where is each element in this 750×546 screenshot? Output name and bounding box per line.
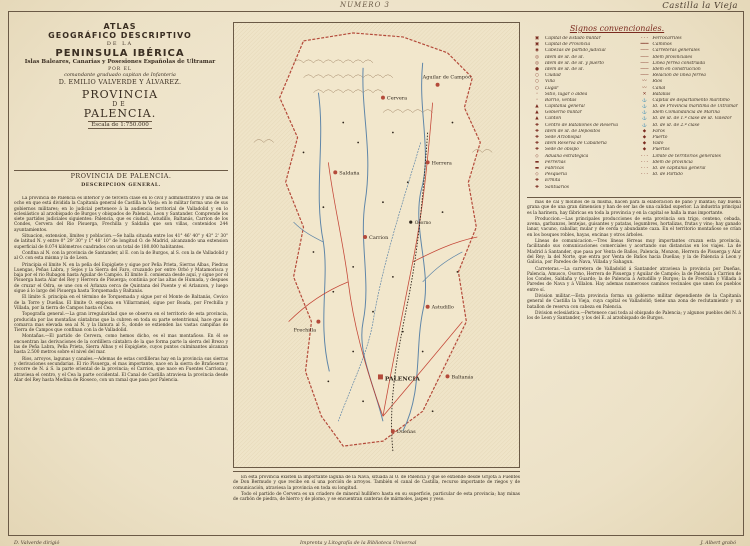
legend-symbol: ───: [640, 73, 649, 79]
atlas-title-line1: ATLAS: [103, 22, 137, 31]
legend-symbol: - · -: [640, 159, 649, 165]
legend-label: Capital de Provincia: [545, 42, 591, 48]
map-scale-text: Escala de 1:750.000: [88, 121, 152, 129]
legend-symbol: ───: [640, 54, 649, 60]
town-palencia: [378, 374, 420, 382]
legend-symbol: ▬: [534, 165, 540, 171]
paragraph: Líneas de comunicacion.—Tres líneas férreas muy importantes cruzan esta provincia, facilitando sus comunicaciones comerciales y acortando sus distancias en los viajes. La de Madrid á Santander, que pasa por Venta de Baños, Palencia, Monzon, Herrera de Pisuerga y Alar del Rey; la del Norte, que entra por Venta de Baños hacia Dueñas; y la de Palencia á Leon y Galicia, por Paredes de Nava, Villada y Sahagun.: [527, 239, 741, 266]
map-scale: [14, 122, 226, 128]
map-drawing: [234, 23, 519, 467]
paragraph: Produccion.—Las principales producciones de esta provincia son trigo, centeno, cebada, avena, garbanzos, lentejas, guisantes y patatas, legumbres, hortalizas, frutas y vino; hay ganado lanar, vacuno, caballar, mular y de cerda y abundante caza. En el territorio montañoso se crían en los bosques robles, hayas, encinas y otros árboles.: [527, 216, 741, 238]
legend-label: Ciudad: [545, 73, 561, 79]
text-column-center: [233, 475, 520, 519]
section-subheading: DESCRIPCION GENERAL.: [81, 182, 161, 188]
legend-symbol: ⚓: [641, 122, 648, 128]
paragraph: El límite S. principia en el término de Torquemada y sigue por el Monte de Baltanás, Cevico de la Torre y Dueñas. El límite O. empieza en Villarramiel, sigue por Boada, por Frechilla y Villada, por la tierra de Campos hasta el Cea.: [14, 295, 228, 311]
legend-label: Puerto: [652, 135, 668, 140]
legend-label: Idem de id. de Depósitos: [545, 128, 601, 134]
svg-text:PALENCIA: PALENCIA: [384, 375, 420, 383]
map-text-divider: [233, 471, 520, 472]
legend-label: Idem Reserva de Caballería: [545, 141, 607, 147]
legend-label: Pesquería: [545, 172, 567, 178]
title-divider: [14, 170, 228, 171]
legend-symbol: ○: [535, 73, 539, 79]
legend-label: Carreteras generales: [652, 48, 700, 54]
legend-symbol: ───: [640, 66, 649, 72]
legend-label: Fábricas: [545, 165, 565, 171]
legend-symbol: ◇: [535, 153, 539, 159]
paragraph: La provincia de Palencia es interior y de tercera clase en lo civil y administrativo y una de las ocho en que está dividida la Capitanía general de Castilla la Vieja: en lo militar forma uno de sus gobiernos militares; en lo judicial pertenece á la audiencia territorial de Valladolid y en lo eclesiástico al arzobispado de Burgos y obispados de Palencia, Leon y Santander. Comprende los siete partidos judiciales siguientes: Palencia, que es ciudad, Astudillo, Baltanás, Carrion de los Condes, Cervera del Rio Pisuerga, Frechilla y Saldaña que son villas, contenidos 244 ayuntamientos.: [14, 196, 228, 233]
legend-label: Centro de Batallones de Reserva: [545, 122, 619, 128]
legend-label: Aduana estratégica: [545, 153, 589, 159]
legend-symbol: ◆: [642, 141, 647, 147]
text-column-right: [527, 200, 741, 518]
paragraph: Carreteras.—La carretera de Valladolid á Santander atraviesa la provincia por Dueñas, Palencia, Amusco, Osorno, Herrera de Pisuerga y Aguilar de Campóo; la de Palencia á Carrion de los Condes, Saldaña y Guardo; la de Palencia á Astudillo y Burgos; la de Frechilla y Villada á Paredes de Nava y á Villalon. Hay ademas numerosos caminos vecinales que unen los pueblos entre sí.: [527, 266, 741, 293]
legend-label: Sitio, lugar o aldea: [545, 91, 588, 97]
credit-left: D. Valverde dirigió: [14, 541, 60, 546]
svg-text:Herrera: Herrera: [431, 160, 452, 167]
paragraph: Division militar.—Esta provincia forma un gobierno militar dependiente de la Capitanía general de Castilla la Vieja, cuya capital es Valladolid; tiene una zona de reclutamiento y un batallon de reserva con cabeza en Palencia.: [527, 294, 741, 310]
legend-symbol: - - -: [640, 36, 649, 41]
paragraph: Todo el partido de Cervera es un criadero de mineral hullífero hasta en su superficie, particular de esta provincia; hay minas de carbón de piedra, de hierro y de plomo, y se encuentran canteras de mármoles, jaspes y yeso.: [233, 491, 520, 503]
legend-label: Sede Arzobispal: [545, 135, 581, 140]
svg-text:Dueñas: Dueñas: [396, 429, 416, 436]
legend-column-1: [527, 36, 635, 196]
legend-label: Canal: [652, 85, 666, 91]
paragraph: mas de cal y molinos de la misma, hacen para la elaboracion de paño y mantas; hay buena grana que de una gran dimension y han de ser las de una calidad superior. La industria principal es la harinera, hay fábricas en toda la provincia y en la capital se halla la mas importante.: [527, 200, 741, 216]
legend-symbol: - · -: [640, 153, 649, 159]
province-de: DE: [112, 101, 128, 108]
text-column-left: [14, 196, 228, 518]
credit-center: Imprenta y Litografía de la Biblioteca Universal: [300, 541, 417, 546]
legend-label: Batallas: [652, 91, 671, 97]
legend-label: Relación de línea férrea: [652, 73, 706, 79]
legend-symbol: ⚓: [641, 104, 648, 110]
legend-symbol: ✚: [535, 122, 539, 128]
legend-label: Idem de id. de id. y puerto: [545, 60, 604, 66]
legend-label: Ferrerías: [545, 159, 566, 165]
legend-symbol: ✚: [535, 184, 539, 190]
legend-label: Sede de obispo: [545, 147, 579, 153]
legend-label: Id. de id. de 2.ª clase: [652, 122, 700, 128]
atlas-prep: DE LA: [106, 41, 134, 47]
svg-text:Saldaña: Saldaña: [339, 170, 360, 177]
legend-symbol: ✚: [535, 128, 539, 134]
legend-symbol: ◎: [535, 60, 539, 66]
legend-symbol: ▲: [535, 110, 539, 116]
svg-text:Aguilar de Campóo: Aguilar de Campóo: [422, 74, 472, 81]
paragraph: Principia el límite N. en la peña del Espigüete y sigue por Peña Prieta, Sierras Albas, Piedras Luengas, Peñas Labra, y Sejos y la Sierra del Faro, cruzando por entre Orbó y Matamorisca y baja por el rio Rubagon hasta Aguilar de Campóo. El límite E. comienza desde aquí, y sigue por el Pisuerga hasta Alar del Rey y Herrera de Pisuerga; continúa por las altas de Humada, y despues de cruzar el Odra, se une con el Arlanza cerca de Quintana del Puente y el Arlanzon, y luego sigue á lo largo del Pisuerga hasta Torquemada y Baltanás.: [14, 262, 228, 295]
legend-symbol: ✚: [535, 147, 539, 153]
legend-symbol: ▣: [534, 42, 540, 48]
legend-symbol: ○: [535, 85, 539, 91]
legend-label: Ermita: [545, 178, 561, 184]
sheet-number: NUMERO 3: [340, 1, 390, 9]
legend-symbol: ◎: [535, 54, 539, 60]
svg-text:Baltanás: Baltanás: [451, 374, 474, 381]
legend-label: Vado: [652, 141, 664, 147]
legend-symbol: ◆: [642, 128, 647, 134]
legend-label: Id. de Partido: [652, 172, 683, 178]
legend-symbol: ◉: [535, 48, 539, 54]
legend-divider: [527, 197, 741, 198]
legend-label: Idem de id. de id.: [545, 66, 584, 72]
legend-symbol: ⚓: [641, 97, 648, 103]
legend-symbol: ✚: [535, 141, 539, 147]
legend-symbol: ◦: [535, 91, 539, 97]
legend-symbol: ✚: [535, 135, 539, 140]
legend-symbol: ⚓: [641, 116, 648, 122]
legend-label: Faros: [652, 128, 665, 134]
legend-label: Idem en construccion: [652, 66, 701, 72]
legend-label: Límite de territorios generales: [652, 153, 721, 159]
atlas-title-line2: GEOGRÁFICO DESCRIPTIVO: [48, 31, 192, 40]
legend-label: Idem provinciales: [652, 54, 693, 60]
svg-text:Frechilla: Frechilla: [293, 327, 317, 334]
legend-symbol: ✕: [642, 91, 647, 97]
legend-label: Cantón: [545, 116, 562, 122]
legend-symbol: ◦: [535, 97, 539, 103]
legend-label: Idem de id. de id.: [545, 54, 584, 60]
legend-label: Capitanía general: [545, 104, 585, 110]
legend-symbol: ◆: [642, 147, 647, 153]
legend-symbol: 〰: [642, 79, 647, 85]
legend-label: Ferrocarriles: [652, 36, 682, 41]
section-heading: PROVINCIA DE PALENCIA.: [70, 172, 172, 180]
legend-label: Id. de capitanía general: [652, 165, 706, 171]
legend-label: Barrio, ventas: [545, 97, 577, 103]
legend-title: Signos convencionales.: [569, 24, 665, 33]
legend-symbol: ◆: [642, 135, 647, 140]
legend-label: Caminos: [652, 42, 672, 48]
atlas-author: D. EMILIO VALVERDE Y ÁLVAREZ.: [58, 78, 182, 86]
legend: [527, 36, 742, 196]
legend-symbol: 〰: [642, 85, 647, 91]
paragraph: Montañas.—El partido de Cervera, como hemos dicho, es el mas montañoso. En él se encuentran las derivaciones de la cordillera cántabra de la que forma parte la sierra del Brezo y las de Peña Labra, Peña Prieta, Sierra Albas y el Espigüete, cuyos puntos culminantes alcanzan hasta 2.500 metros sobre el nivel del mar.: [14, 334, 228, 356]
paragraph: Situacion, extension, límites y poblacion.—Se halla situada entre los 41° 46' 40" y 43° 2' 30" de latitud N. y entre 0° 29' 30" y 1° 48' 10" de longitud O. de Madrid, alcanzando una extension superficial de 8.074 kilómetros cuadrados con un total de 180.000 habitantes.: [14, 234, 228, 250]
legend-label: Capital de departamento marítimo: [652, 97, 730, 103]
legend-label: Gobierno militar: [545, 110, 582, 116]
svg-text:Astudillo: Astudillo: [431, 304, 454, 311]
svg-text:Cervera: Cervera: [386, 95, 408, 102]
paragraph: Rios, arroyos, lagunas y canales.—Ademas de estas cordilleras hay en la provincia sus sierras y derivaciones secundarias. El rio Pisuerga, el mas importante, nace en la sierra de Brañosera y recorre de N. á S. la parte oriental de la provincia; el Carrion, que nace en Fuentes Carrionas, atraviesa el centro, y el Cea la parte occidental. El Canal de Castilla atraviesa la provincia desde Alar del Rey hasta Medina de Rioseco, con un ramal que pasa por Palencia.: [14, 356, 228, 383]
paragraph: Confina al N. con la provincia de Santander, al E. con la de Burgos, al S. con la de Valladolid y al O. con esta misma y la de Leon.: [14, 250, 228, 262]
legend-label: Villa: [545, 79, 555, 85]
legend-label: Capital de Estado militar: [545, 36, 601, 41]
legend-symbol: ───: [640, 48, 649, 54]
region-label: Castilla la Vieja: [662, 1, 738, 11]
svg-text:Carrion: Carrion: [369, 235, 389, 242]
legend-label: Línea férrea construida: [652, 60, 705, 66]
svg-text:Osorno: Osorno: [414, 221, 432, 227]
legend-label: Lugar: [545, 85, 559, 91]
legend-column-2: [635, 36, 743, 196]
atlas-islands: Islas Baleares, Canarias y Posesiones Españolas de Ultramar: [24, 59, 216, 65]
paragraph: En esta provincia existen la importante laguna de la Nava, situada al O. de Palencia y que se extiende desde Grijota á Fuentes de Don Bermudo y que recibe en sí una porción de arroyos. También el canal de Castilla, recurso importante de riegos y de comunicación, atraviesa la provincia en toda su longitud.: [233, 475, 520, 491]
atlas-peninsula: PENINSULA IBÉRICA: [55, 48, 185, 59]
credit-right: J. Albert grabó: [700, 541, 736, 546]
legend-symbol: ⚓: [641, 110, 648, 116]
legend-symbol: ●: [535, 66, 539, 72]
legend-label: Cabezas de partido judicial: [545, 48, 606, 54]
legend-label: Idem Comandancia de Marina: [652, 110, 720, 116]
legend-symbol: ▣: [534, 36, 540, 41]
legend-item: [529, 185, 635, 191]
province-map: [233, 22, 520, 468]
legend-symbol: ═══: [640, 42, 649, 48]
title-block: [14, 22, 226, 168]
legend-symbol: ✚: [535, 178, 539, 184]
atlas-por: POR EL: [108, 67, 132, 72]
legend-item: [637, 172, 743, 178]
legend-symbol: ▬: [534, 159, 540, 165]
legend-symbol: ▲: [535, 104, 539, 110]
legend-label: Santuarios: [545, 184, 570, 190]
paragraph: Division eclesiástica.—Pertenece casi toda al obispado de Palencia; y algunos pueblos del N. á los de Leon y Santander, y los del E. al arzobispado de Burgos.: [527, 310, 741, 322]
legend-label: Ríos: [652, 79, 663, 85]
legend-symbol: - · -: [640, 172, 649, 178]
atlas-commander: comandante graduado capitan de Infanteria: [64, 72, 176, 78]
paragraph: Topografía general.—La gran irregularidad que se observa en el territorio de esta provincia, producida por las montañas cántabras que la cubren en toda su parte setentrional, hace que su comarca mas elevada sea al N. y la llanura al S., donde se extienden las vastas campiñas de Tierra de Campos que confinan con la de Valladolid.: [14, 312, 228, 334]
legend-symbol: ───: [640, 60, 649, 66]
legend-symbol: - · -: [640, 165, 649, 171]
legend-label: Id. de id. de 1.ª clase de id. Valedor: [652, 116, 732, 122]
legend-label: Idem de provincia: [652, 159, 693, 165]
province-label: PROVINCIA: [81, 88, 159, 101]
province-name: PALENCIA.: [83, 107, 157, 120]
legend-label: Puertos: [652, 147, 670, 153]
legend-label: Id. de Provincia marítima de Ultramar: [652, 104, 738, 110]
legend-symbol: ▲: [535, 116, 539, 122]
legend-symbol: ◇: [535, 172, 539, 178]
legend-symbol: ○: [535, 79, 539, 85]
